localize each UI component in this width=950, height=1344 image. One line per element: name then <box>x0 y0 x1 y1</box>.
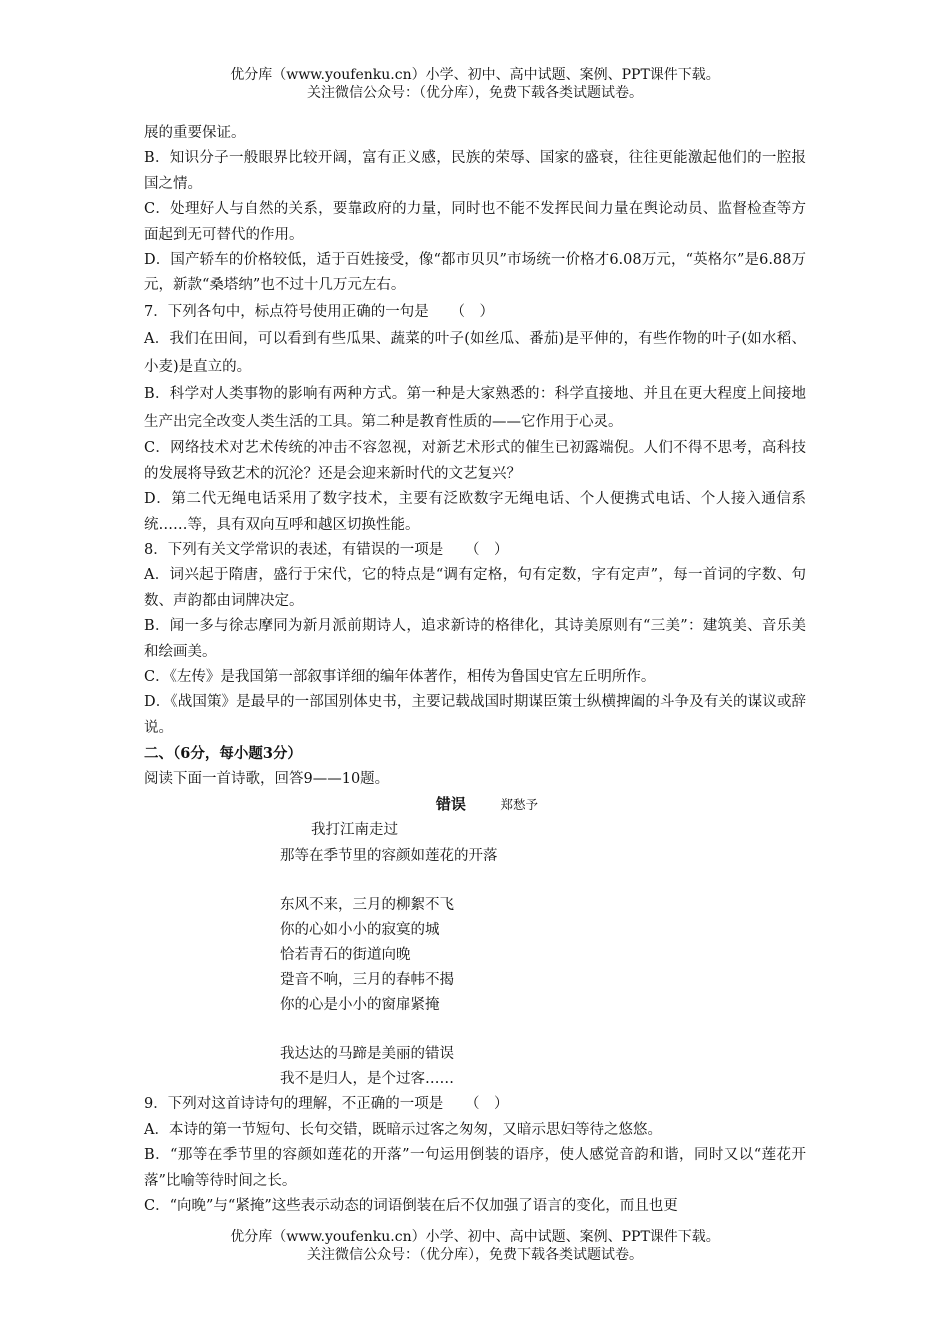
poem-line: 你的心如小小的寂寞的城 <box>280 921 440 938</box>
footer-line-1: 优分库（www.youfenku.cn）小学、初中、高中试题、案例、PPT课件下载。 <box>230 1229 720 1245</box>
poem-line: 跫音不响，三月的春帏不揭 <box>280 971 454 988</box>
stanza-gap <box>280 1018 806 1042</box>
footer-line-2: 关注微信公众号：（优分库），免费下载各类试题试卷。 <box>307 1247 643 1263</box>
stanza-gap <box>280 869 806 893</box>
poem-line: 我不是归人，是个过客…… <box>280 1071 454 1088</box>
q7-option-c: C．网络技术对艺术传统的冲击不容忽视，对新艺术形式的催生已初露端倪。人们不得不思考，高科技的发展将导致艺术的沉沦？还是会迎来新时代的文艺复兴？ <box>144 440 806 482</box>
q6-option-d: D．国产轿车的价格较低，适于百姓接受，像“都市贝贝”市场统一价格才6.08万元，“英格尔”是6.88万元，新款“桑塔纳”也不过十几万元左右。 <box>144 252 806 294</box>
q9-option-b: B．“那等在季节里的容颜如莲花的开落”一句运用倒装的语序，使人感觉音韵和谐，同时又以“莲花开落”比喻等待时间之长。 <box>144 1147 806 1189</box>
q6-continuation: 展的重要保证。 <box>144 125 246 141</box>
section-2-heading: 二、（6分，每小题3分） <box>144 745 302 763</box>
q6-option-c: C．处理好人与自然的关系，要靠政府的力量，同时也不能不发挥民间力量在舆论动员、监督检查等方面起到无可替代的作用。 <box>144 201 806 243</box>
q8-option-c: C．《左传》是我国第一部叙事详细的编年体著作，相传为鲁国史官左丘明所作。 <box>144 669 656 685</box>
q6-option-b: B．知识分子一般眼界比较开阔，富有正义感，民族的荣辱、国家的盛衰，往往更能激起他们的一腔报国之情。 <box>144 150 806 192</box>
document-body <box>144 121 806 1219</box>
header-line-2: 关注微信公众号：（优分库），免费下载各类试题试卷。 <box>307 85 643 101</box>
poem-line: 那等在季节里的容颜如莲花的开落 <box>280 847 498 864</box>
q7-option-d: D．第二代无绳电话采用了数字技术，主要有泛欧数字无绳电话、个人便携式电话、个人接入通信系统……等，具有双向互呼和越区切换性能。 <box>144 491 806 533</box>
q7-option-a: A．我们在田间，可以看到有些瓜果、蔬菜的叶子(如丝瓜、番茄)是平伸的，有些作物的叶子(如水稻、小麦)是直立的。 <box>144 331 806 375</box>
q7-option-b: B．科学对人类事物的影响有两种方式。第一种是大家熟悉的：科学直接地、并且在更大程度上间接地生产出完全改变人类生活的工具。第二种是教育性质的——它作用于心灵。 <box>144 386 806 430</box>
q9-option-a: A．本诗的第一节短句、长句交错，既暗示过客之匆匆，又暗示思妇等待之悠悠。 <box>144 1121 662 1138</box>
poem-line: 恰若青石的街道向晚 <box>280 946 411 963</box>
poem-line: 东风不来，三月的柳絮不飞 <box>280 896 454 913</box>
poem-title: 错误 <box>435 795 466 814</box>
poem-line: 我打江南走过 <box>311 822 398 839</box>
poem-title-row <box>144 792 806 818</box>
q8-option-b: B．闻一多与徐志摩同为新月派前期诗人，追求新诗的格律化，其诗美原则有“三美”：建筑美、音乐美和绘画美。 <box>144 618 806 660</box>
section-2-intro: 阅读下面一首诗歌，回答9——10题。 <box>144 770 390 787</box>
poem-body <box>280 818 806 1092</box>
poem-author: 郑愁予 <box>500 797 539 813</box>
poem-line: 你的心是小小的窗扉紧掩 <box>280 997 440 1013</box>
page-footer <box>0 1228 950 1264</box>
header-line-1: 优分库（www.youfenku.cn）小学、初中、高中试题、案例、PPT课件下载。 <box>230 67 720 83</box>
q8-option-a: A．词兴起于隋唐，盛行于宋代，它的特点是“调有定格，句有定数，字有定声”，每一首词的字数、句数、声韵都由词牌决定。 <box>144 567 806 609</box>
q8-option-d: D．《战国策》是最早的一部国别体史书，主要记载战国时期谋臣策士纵横捭阖的斗争及有关的谋议或辞说。 <box>144 694 806 736</box>
question-8: 8．下列有关文学常识的表述，有错误的一项是 （ ） <box>144 541 509 558</box>
q9-option-c: C．“向晚”与“紧掩”这些表示动态的词语倒装在后不仅加强了语言的变化，而且也更 <box>144 1197 678 1214</box>
page-header <box>0 66 950 102</box>
question-7: 7．下列各句中，标点符号使用正确的一句是 （ ） <box>144 303 494 320</box>
poem-line: 我达达的马蹄是美丽的错误 <box>280 1046 454 1063</box>
question-9: 9．下列对这首诗诗句的理解，不正确的一项是 （ ） <box>144 1096 509 1113</box>
